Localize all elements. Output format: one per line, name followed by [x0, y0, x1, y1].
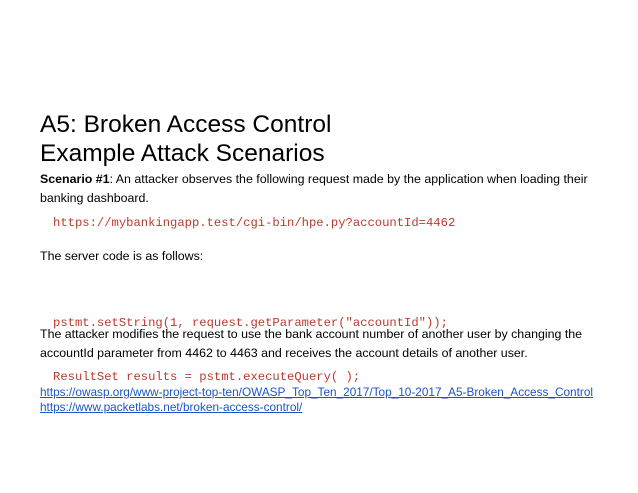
code-line-2: ResultSet results = pstmt.executeQuery( );	[53, 370, 361, 384]
attack-paragraph: The attacker modifies the request to use the bank account number of another user by changing the accountId parameter from 4462 to 4463 and receives the account details of another user.	[40, 327, 583, 360]
code-line-1: pstmt.setString(1, request.getParameter("accountId"));	[53, 316, 448, 330]
scenario-paragraph	[40, 170, 600, 208]
packetlabs-link[interactable]: https://www.packetlabs.net/broken-access-control/	[40, 399, 303, 414]
request-url-code: https://mybankingapp.test/cgi-bin/hpe.py?accountId=4462	[53, 216, 456, 230]
scenario-text: : An attacker observes the following request made by the application when loading their banking dashboard.	[40, 172, 588, 205]
title-line-1: A5: Broken Access Control	[40, 111, 332, 138]
title-line-2: Example Attack Scenarios	[40, 140, 325, 167]
owasp-link[interactable]: https://owasp.org/www-project-top-ten/OWASP_Top_Ten_2017/Top_10-2017_A5-Broken_Access_Control	[40, 385, 594, 399]
reference-links	[40, 385, 593, 414]
slide-title	[40, 110, 331, 168]
scenario-label: Scenario #1	[40, 172, 110, 186]
server-intro-text: The server code is as follows:	[40, 249, 204, 263]
